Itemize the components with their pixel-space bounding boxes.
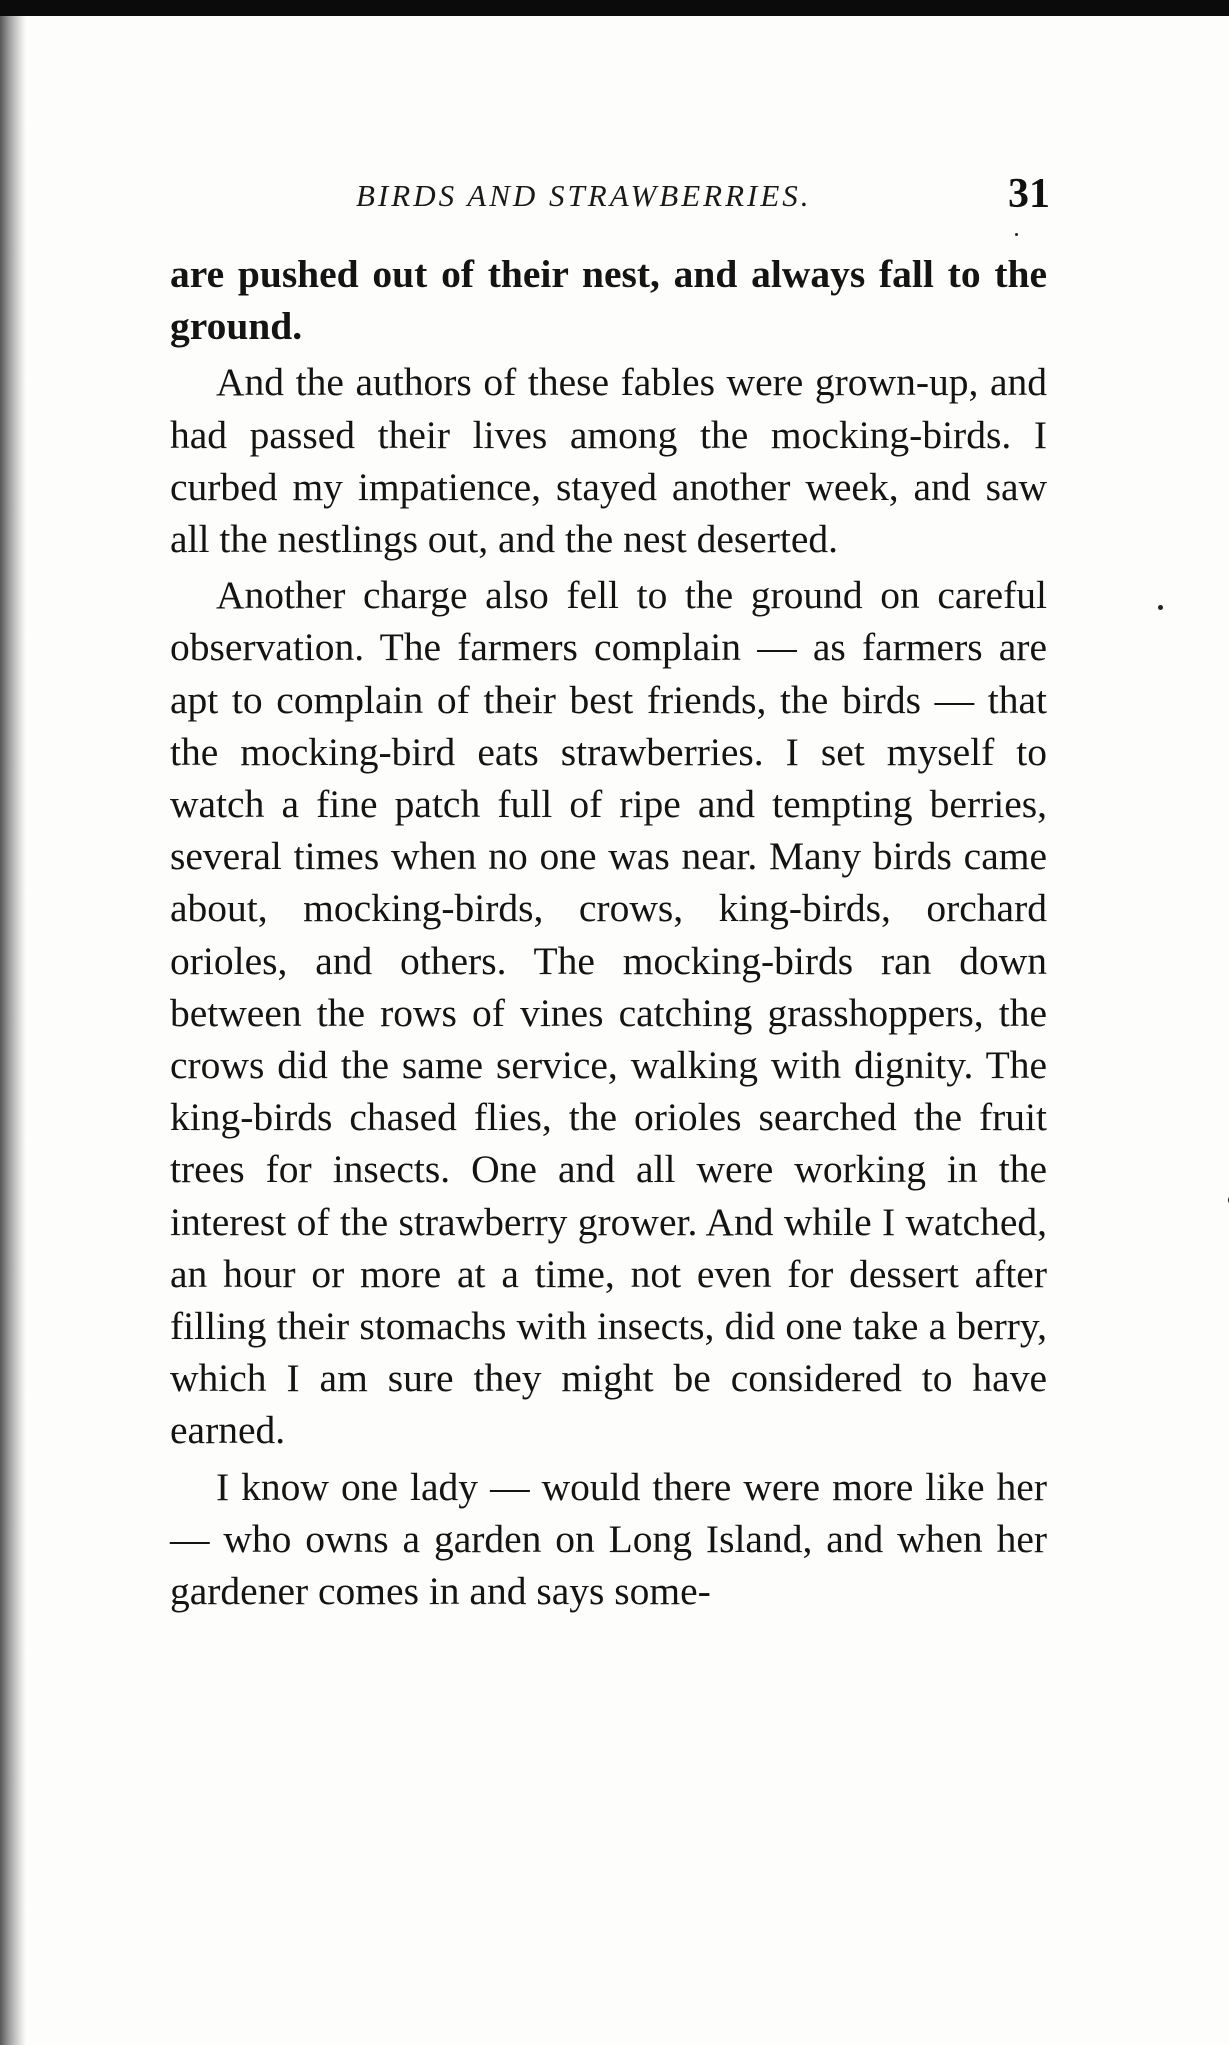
running-head <box>170 170 1050 226</box>
running-title: BIRDS AND STRAWBERRIES. <box>356 178 812 213</box>
paragraph: And the authors of these fables were grown-up, and had passed their lives among the mocking-birds. I curbed my impatience, stayed another week, and saw all the nestlings out, and the nest deserted. <box>170 360 1047 562</box>
scan-top-border <box>0 0 1229 16</box>
paragraph: Another charge also fell to the ground on careful observation. The farmers complain — as farmers are apt to complain of their best friends, the birds — that the mocking-bird eats strawberries. I set myself to watch a fine patch full of ripe and tempting berries, several times when no one was near. Many birds came about, mocking-birds, crows, king-birds, orchard orioles, and others. The mocking-birds ran down between the rows of vines catching grasshoppers, the crows did the same service, walking with dignity. The king-birds chased flies, the orioles searched the fruit trees for insects. One and all were working in the interest of the strawberry grower. And while I watched, an hour or more at a time, not even for dessert after filling their stomachs with insects, did one take a berry, which I am sure they might be considered to have earned. <box>170 573 1047 1453</box>
page-number: 31 <box>1008 171 1050 217</box>
print-speck <box>1015 233 1018 236</box>
paragraph-continuation: are pushed out of their nest, and always fall to the ground. <box>170 252 1047 349</box>
paragraph: I know one lady — would there were more like her — who owns a garden on Long Island, and when her gardener comes in and says some- <box>170 1464 1047 1614</box>
print-speck <box>1158 605 1163 610</box>
binding-gutter-shadow <box>0 16 26 2045</box>
body-text <box>170 248 1047 1617</box>
